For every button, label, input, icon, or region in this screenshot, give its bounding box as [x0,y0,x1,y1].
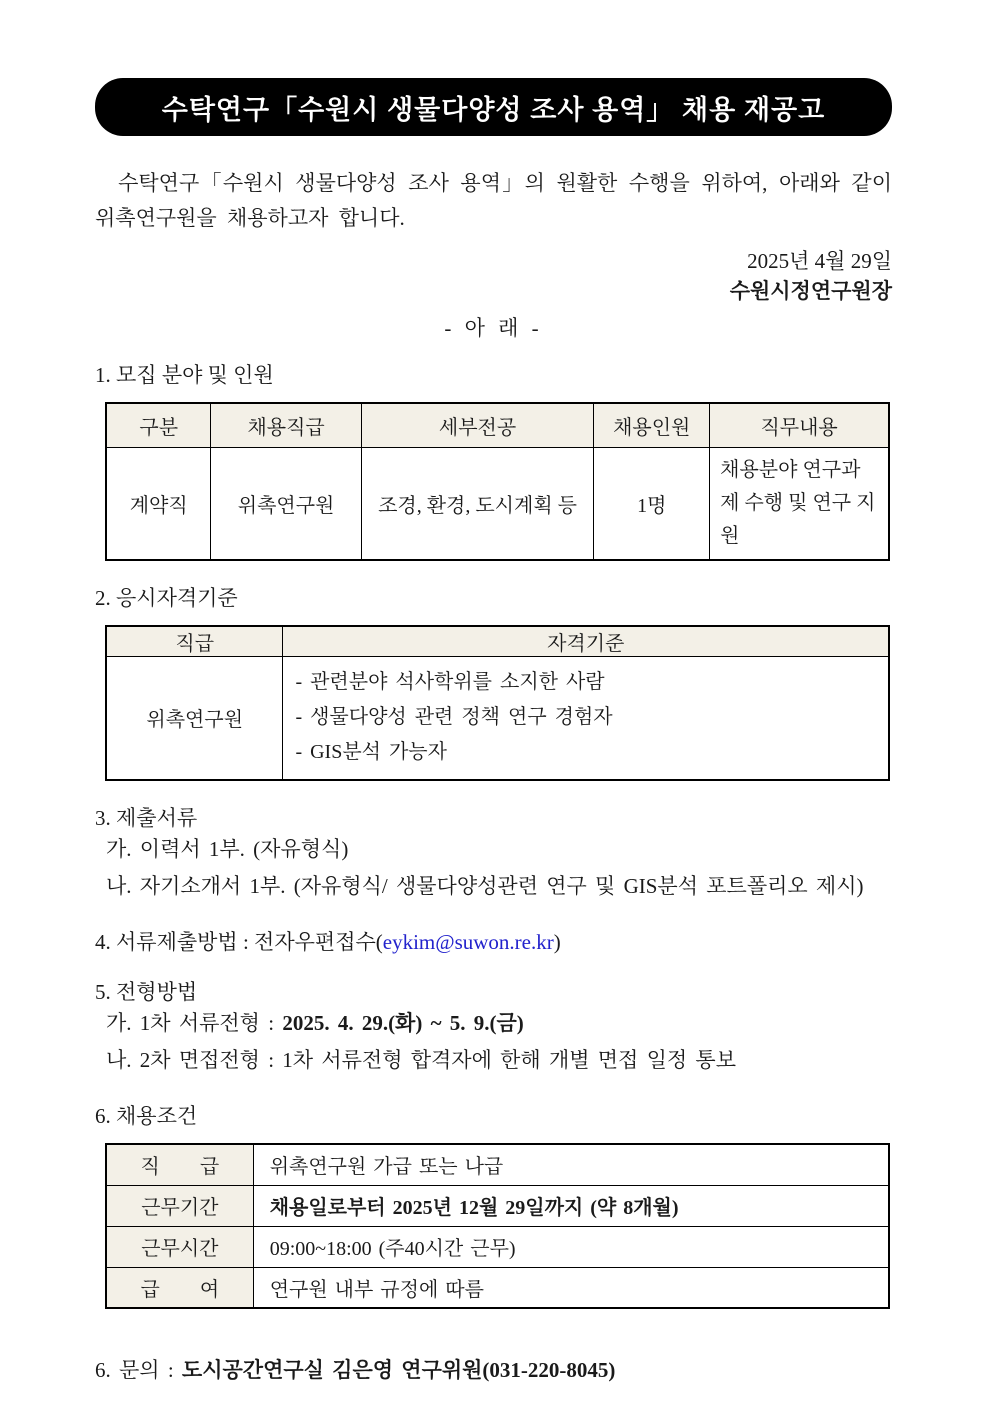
conditions-row-salary [106,1267,889,1308]
contact-line [95,1355,892,1385]
cell-duty: 채용분야 연구과제 수행 및 연구 지원 [710,447,889,560]
issuer-line: 수원시정연구원장 [729,279,892,303]
qualification-table-header-row [106,626,889,657]
criteria-item: - 관련분야 석사학위를 소지한 사람 [295,671,605,694]
title-banner [95,78,892,136]
recruitment-table [105,402,890,561]
contact-value: 도시공간연구실 김은영 연구위원(031-220-8045) [181,1358,616,1382]
criteria-item: - GIS분석 가능자 [295,741,447,764]
th-category: 구분 [106,403,211,447]
cell-position: 위촉연구원 [211,447,361,560]
section4-suffix: ) [553,930,561,954]
contact-prefix: 6. 문의 : [95,1358,182,1382]
label-grade: 직 급 [106,1144,253,1185]
value-salary: 연구원 내부 규정에 따름 [253,1267,889,1308]
conditions-row-grade [106,1144,889,1185]
section5-heading: 5. 전형방법 [95,980,198,1004]
th-position: 채용직급 [211,403,361,447]
th-major: 세부전공 [361,403,594,447]
th-grade: 직급 [106,626,283,657]
date-line: 2025년 4월 29일 [747,249,892,273]
section2-heading: 2. 응시자격기준 [95,585,238,610]
section5-item-a-period: 2025. 4. 29.(화) ~ 5. 9.(금) [282,1011,524,1035]
th-criteria: 자격기준 [283,626,889,657]
th-duty: 직무내용 [710,403,889,447]
criteria-item: - 생물다양성 관련 정책 연구 경험자 [295,706,613,729]
section3-item-a: 가. 이력서 1부. (자유형식) [106,837,349,861]
cell-criteria [283,656,889,780]
recruitment-table-header-row [106,403,889,447]
section3-item-b: 나. 자기소개서 1부. (자유형식/ 생물다양성관련 연구 및 GIS분석 포트폴리오 제시) [106,874,864,898]
label-period: 근무기간 [106,1185,253,1226]
section5-item-a [106,1005,892,1042]
section5-item-a-label: 가. 1차 서류전형 : [106,1011,283,1035]
intro-paragraph: 수탁연구「수원시 생물다양성 조사 용역」의 원활한 수행을 위하여, 아래와 같이 위촉연구원을 채용하고자 합니다. [95,171,892,230]
cell-headcount: 1명 [594,447,710,560]
value-period: 채용일로부터 2025년 12월 29일까지 (약 8개월) [253,1185,889,1226]
section5-item-b: 나. 2차 면접전형 : 1차 서류전형 합격자에 한해 개별 면접 일정 통보 [106,1048,736,1072]
section4-prefix: 4. 서류제출방법 : 전자우편접수( [95,930,383,954]
recruitment-table-data-row [106,447,889,560]
below-divider: - 아 래 - [444,316,543,340]
cell-grade: 위촉연구원 [106,656,283,780]
conditions-table [105,1143,890,1309]
label-salary: 급 여 [106,1267,253,1308]
section6-heading: 6. 채용조건 [95,1104,198,1128]
email-link[interactable]: eykim@suwon.re.kr [382,930,554,954]
section4-line [95,929,892,955]
value-grade: 위촉연구원 가급 또는 나급 [253,1144,889,1185]
section3-heading: 3. 제출서류 [95,806,198,830]
conditions-row-hours [106,1226,889,1267]
conditions-row-period [106,1185,889,1226]
value-hours: 09:00~18:00 (주40시간 근무) [253,1226,889,1267]
section1-heading: 1. 모집 분야 및 인원 [95,363,274,387]
cell-category: 계약직 [106,447,211,560]
label-hours: 근무시간 [106,1226,253,1267]
cell-major: 조경, 환경, 도시계획 등 [361,447,594,560]
th-headcount: 채용인원 [594,403,710,447]
qualification-table [105,625,890,782]
qualification-table-data-row [106,656,889,780]
page-title: 수탁연구「수원시 생물다양성 조사 용역」 채용 재공고 [161,94,826,125]
